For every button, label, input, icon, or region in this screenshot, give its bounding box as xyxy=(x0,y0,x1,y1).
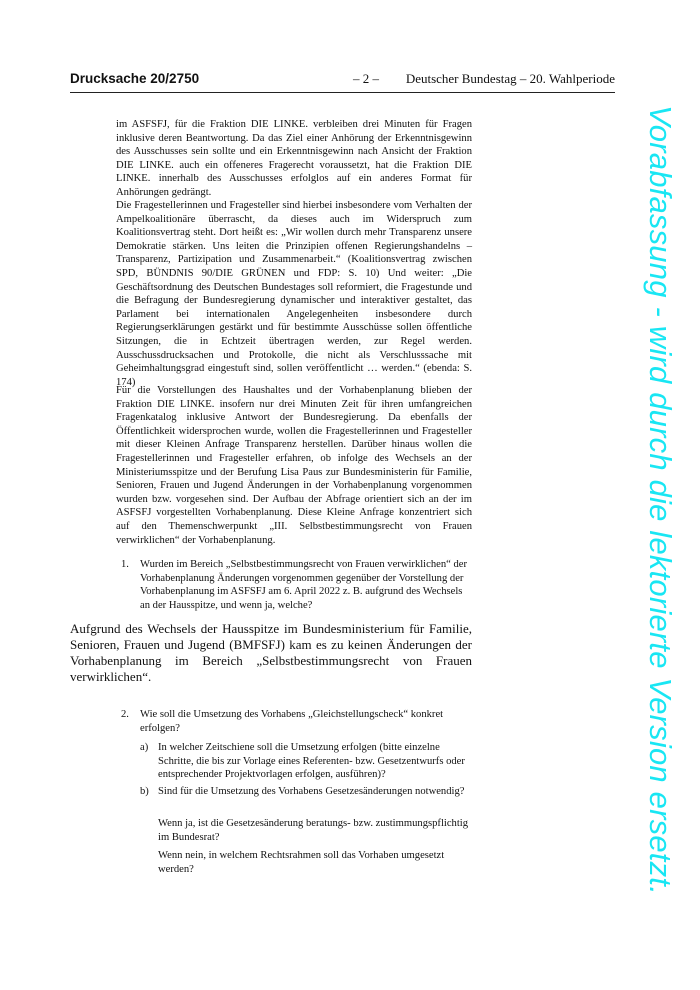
question-2-text: Wie soll die Umsetzung des Vorhabens „Gleichstellungscheck“ konkret erfolgen? xyxy=(140,709,444,734)
intro-paragraph-2: Die Fragestellerinnen und Fragesteller sind hierbei insbesondere vom Verhalten der Ampelkoalitionäre überrascht, da dieses auch im Widerspruch zum Koalitionsvertrag steht. Dort heißt es: „Wir wollen durch mehr Transparenz unsere Demokratie stärken. Uns leiten die Prinzipien offenen Regierungshandelns – Transparenz, Partizipation und Zusammenarbeit.“ (Koalitionsvertrag zwischen SPD, BÜNDNIS 90/DIE GRÜNEN und FDP: S. 10) Und weiter: „Die Geschäftsordnung des Deutschen Bundestages soll reformiert, die Fragestunde und die Befragung der Bundesregierung dynamischer und interaktiver gestaltet, das Parlament bei internationalen Angelegenheiten insbesondere durch Regierungserklärungen gestärkt und für bestimmte Ausschüsse sollen öffentliche Sitzungen, die in Echtzeit übertragen werden, zur Regel werden. Ausschussdrucksachen und Protokolle, die nicht als Verschlusssache mit Geheimhaltungsgrad eingestuft sind, sollen veröffentlicht … werden.“ (ebenda: S. 174) xyxy=(116,200,472,388)
question-2a xyxy=(140,741,472,783)
question-2b-label: b) xyxy=(140,786,149,797)
question-1 xyxy=(116,558,472,614)
institution-label: Deutscher Bundestag – 20. Wahlperiode xyxy=(405,71,615,86)
header-rule xyxy=(70,92,615,93)
document-number: Drucksache 20/2750 xyxy=(70,71,200,86)
intro-paragraph-3: Für die Vorstellungen des Haushaltes und der Vorhabenplanung blieben der Fraktion DIE LINKE. insofern nur drei Minuten Zeit für ihren umfangreichen Fragenkatalog inklusive Antwort der Bundesregierung. Da ebenfalls der Öffentlichkeit widersprochen wurde, wollen die Fragestellerinnen und Fragesteller mit dieser Kleinen Anfrage Transparenz herstellen. Darüber hinaus wollen die Fragestellerinnen und Fragesteller erfahren, ob infolge des Wechsels an der Ministeriumsspitze und der Berufung Lisa Paus zur Bundesministerin für Familie, Senioren, Frauen und Jugend Änderungen in der Vorhabenplanung vorgenommen wurden bzw. vorgesehen sind. Der Aufbau der Abfrage orientiert sich an der im ASFSFJ vorgestellten Vorhabenplanung. Diese Kleine Anfrage konzentriert sich auf den Themenschwerpunkt „III. Selbstbestimmungsrecht von Frauen verwirklichen“ der Vorhabenplanung. xyxy=(116,385,472,546)
question-1-text: Wurden im Bereich „Selbstbestimmungsrecht von Frauen verwirklichen“ der Vorhabenplanung Änderungen vorgenommen gegenüber der Vorstellung der Vorhabenplanung im ASFSFJ am 6. April 2022 z. B. aufgrund des Wechsels an der Hausspitze, und wenn ja, welche? xyxy=(140,559,467,611)
page-number: – 2 – xyxy=(353,71,379,86)
question-2b-followup-1: Wenn ja, ist die Gesetzesänderung beratungs- bzw. zustimmungspflichtig im Bundesrat? xyxy=(158,818,469,843)
draft-watermark xyxy=(640,105,680,895)
answer-1: Aufgrund des Wechsels der Hausspitze im Bundesministerium für Familie, Senioren, Frauen und Jugend (BMFSFJ) kam es zu keinen Änderungen der Vorhabenplanung im Bereich „Selbstbestimmungsrecht von Frauen verwirklichen“. xyxy=(70,621,472,684)
question-2a-text: In welcher Zeitschiene soll die Umsetzung erfolgen (bitte einzelne Schritte, die bis zur Vorlage eines Referenten- bzw. Gesetzentwurfs oder entsprechender Projektvorlagen erfolgen, ausführen)? xyxy=(158,742,465,781)
question-2-number: 2. xyxy=(121,709,129,720)
intro-paragraph-1: im ASFSFJ, für die Fraktion DIE LINKE. verbleiben drei Minuten für Fragen inklusive deren Beantwortung. Da das Ziel einer Anhörung der Erkenntnisgewinn des Ausschusses sein sollte und ein Erkenntnisgewinn nach Ansicht der Fraktion DIE LINKE. auch ein offeneres Fragerecht voraussetzt, hat die Fraktion DIE LINKE. innerhalb des Ausschusses erfolglos auf ein anderes Format für Anhörungen gedrängt. xyxy=(116,119,472,198)
page-header xyxy=(70,71,615,89)
question-2 xyxy=(116,708,472,738)
question-2b xyxy=(140,785,472,815)
question-1-number: 1. xyxy=(121,559,129,570)
question-2a-label: a) xyxy=(140,742,149,753)
watermark-text: Vorabfassung - wird durch die lektorierte Version ersetzt. xyxy=(643,105,679,895)
question-2b-text: Sind für die Umsetzung des Vorhabens Gesetzesänderungen notwendig? xyxy=(158,786,465,797)
question-2b-followup-2: Wenn nein, in welchem Rechtsrahmen soll das Vorhaben umgesetzt werden? xyxy=(158,850,445,875)
